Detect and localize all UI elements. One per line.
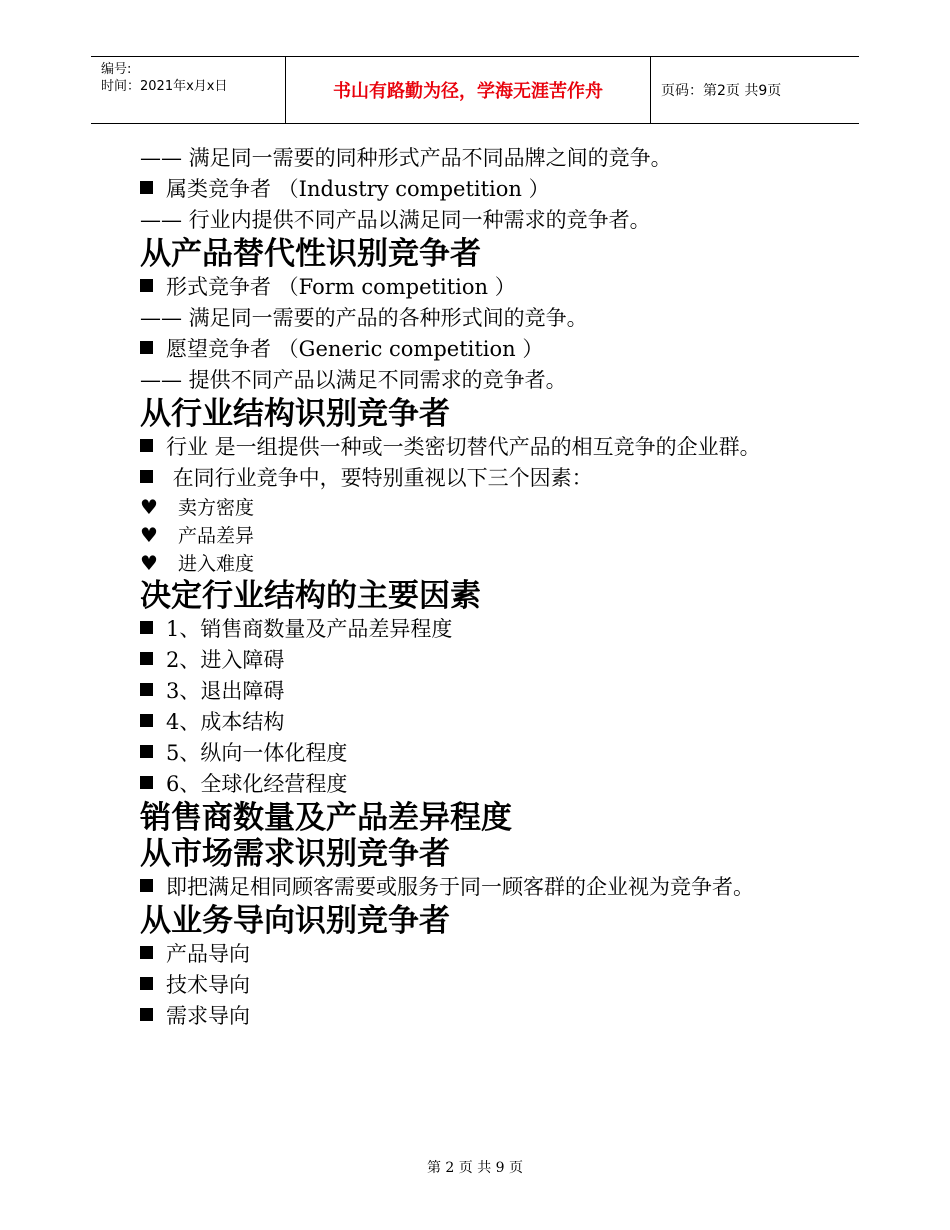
bullet-line (140, 463, 820, 494)
orientation-text: 需求导向 (166, 1004, 250, 1028)
factor-text: 5、纵向一体化程度 (166, 741, 348, 765)
square-bullet-icon (140, 683, 153, 696)
header-motto: 书山有路勤为径，学海无涯苦作舟 (286, 57, 651, 123)
heart-item-text: 卖方密度 (178, 497, 255, 519)
heart-bullet-icon: ♥ (140, 523, 158, 547)
page-footer: 第 2 页 共 9 页 (426, 1160, 524, 1176)
factor-item (140, 614, 820, 645)
square-bullet-icon (140, 341, 153, 354)
factor-text: 6、全球化经营程度 (166, 772, 348, 796)
bullet-text: 即把满足相同顾客需要或服务于同一顾客群的企业视为竞争者。 (166, 875, 754, 899)
square-bullet-icon (140, 439, 153, 452)
heart-bullet-icon: ♥ (140, 495, 158, 519)
square-bullet-icon (140, 776, 153, 789)
factor-item (140, 645, 820, 676)
bullet-line (140, 432, 815, 463)
header-page-info: 页码：第2页 共9页 (661, 83, 782, 99)
bullet-text: 属类竞争者 （Industry competition ） (166, 177, 550, 201)
time-label: 时间：2021年x月x日 (101, 79, 228, 94)
section-heading: 从产品替代性识别竞争者 (140, 236, 481, 272)
bullet-line (140, 174, 820, 205)
heart-item (140, 550, 820, 578)
orientation-item (140, 939, 820, 970)
bullet-text: 愿望竞争者 （Generic competition ） (166, 337, 544, 361)
bullet-text: 形式竞争者 （Form competition ） (166, 275, 516, 299)
square-bullet-icon (140, 946, 153, 959)
factor-item (140, 707, 820, 738)
bullet-line (140, 334, 820, 365)
square-bullet-icon (140, 977, 153, 990)
square-bullet-icon (140, 621, 153, 634)
number-label: 编号: (101, 62, 132, 77)
square-bullet-icon (140, 1008, 153, 1021)
orientation-item (140, 970, 820, 1001)
heart-item (140, 494, 820, 522)
text-line: —— 行业内提供不同产品以满足同一种需求的竞争者。 (140, 208, 651, 232)
heart-bullet-icon: ♥ (140, 551, 158, 575)
orientation-text: 技术导向 (166, 973, 250, 997)
factor-item (140, 676, 820, 707)
orientation-text: 产品导向 (166, 942, 250, 966)
factor-text: 1、销售商数量及产品差异程度 (166, 617, 453, 641)
bullet-line (140, 872, 800, 903)
section-heading: 从市场需求识别竞争者 (140, 836, 450, 872)
heart-item (140, 522, 820, 550)
section-heading: 销售商数量及产品差异程度 (140, 800, 512, 836)
orientation-item (140, 1001, 820, 1032)
square-bullet-icon (140, 745, 153, 758)
bullet-text: 在同行业竞争中，要特别重视以下三个因素： (166, 466, 593, 490)
factor-text: 4、成本结构 (166, 710, 285, 734)
square-bullet-icon (140, 181, 153, 194)
text-line: —— 满足同一需要的同种形式产品不同品牌之间的竞争。 (140, 146, 672, 170)
factor-text: 2、进入障碍 (166, 648, 285, 672)
bullet-line (140, 272, 820, 303)
section-heading: 从行业结构识别竞争者 (140, 396, 450, 432)
square-bullet-icon (140, 470, 153, 483)
square-bullet-icon (140, 652, 153, 665)
factor-text: 3、退出障碍 (166, 679, 285, 703)
bullet-text: 行业 是一组提供一种或一类密切替代产品的相互竞争的企业群。 (166, 435, 761, 459)
document-body (140, 143, 820, 1032)
section-heading: 从业务导向识别竞争者 (140, 903, 450, 939)
header-meta (91, 57, 286, 123)
text-line: —— 提供不同产品以满足不同需求的竞争者。 (140, 368, 567, 392)
square-bullet-icon (140, 279, 153, 292)
square-bullet-icon (140, 714, 153, 727)
factor-item (140, 738, 820, 769)
section-heading: 决定行业结构的主要因素 (140, 578, 481, 614)
heart-item-text: 产品差异 (178, 525, 255, 547)
page-header (91, 56, 859, 124)
heart-item-text: 进入难度 (178, 553, 255, 575)
square-bullet-icon (140, 879, 153, 892)
factor-item (140, 769, 820, 800)
text-line: —— 满足同一需要的产品的各种形式间的竞争。 (140, 306, 588, 330)
